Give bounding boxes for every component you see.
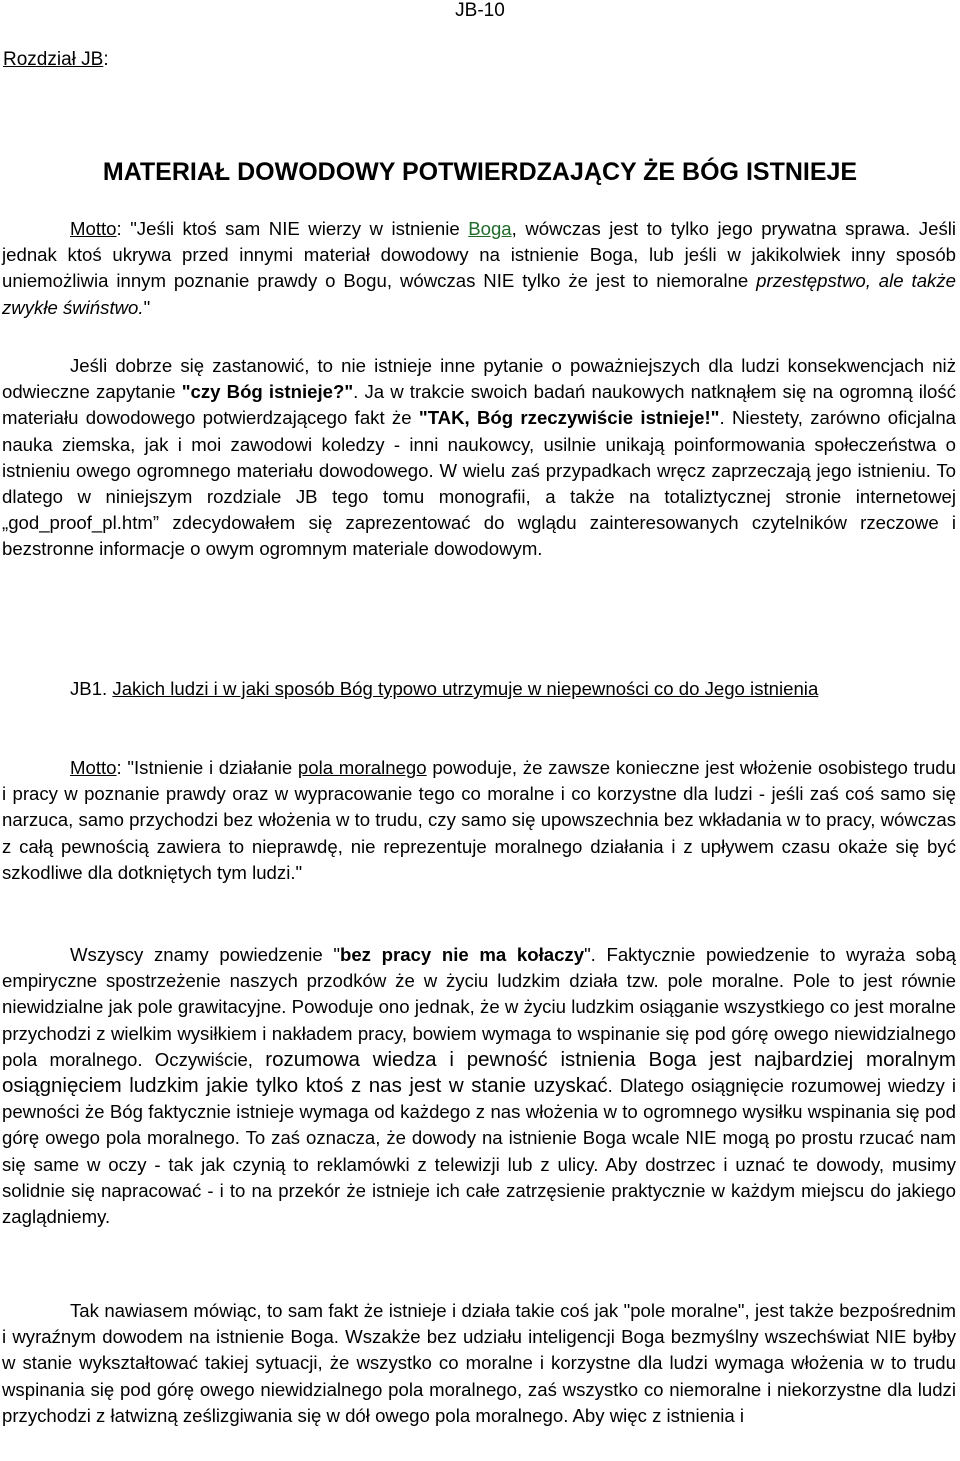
body1-emphasis: rozumowa wiedza i pewność istnienia Boga jest najbardziej moralnym osiągnięciem ludzkim jakie tylko ktoś z nas jest w stanie uzyskać [2, 1047, 957, 1098]
intro-bold-answer: "TAK, Bóg rzeczywiście istnieje!" [418, 407, 720, 429]
motto-paragraph-2 [2, 755, 956, 886]
body-paragraph-2: Tak nawiasem mówiąc, to sam fakt że istnieje i działa takie coś jak "pole moralne", jest także bezpośrednim i wyraźnym dowodem na istnienie Boga. Wszakże bez udziału inteligencji Boga bezmyślny wszechświat NIE byłby w stanie wykształtować takiej sytuacji, że wszystko co moralne i korzystne dla ludzi wymaga włożenia w to trudu wspinania się pod górę owego niewidzialnego pola moralnego, zaś wszystko co niemoralne i niekorzystne dla ludzi przychodzi z łatwizną ześlizgiwania się w dół owego pola moralnego. Aby więc z istnienia i [2, 1300, 956, 1426]
intro-bold-question: "czy Bóg istnieje?" [181, 381, 354, 403]
motto-paragraph-1 [2, 216, 956, 321]
chapter-link[interactable]: Rozdział JB [3, 49, 104, 70]
page-title: MATERIAŁ DOWODOWY POTWIERDZAJĄCY ŻE BÓG ISTNIEJE [102, 158, 858, 186]
chapter-colon: : [103, 49, 109, 70]
body1-text-a: Wszyscy znamy powiedzenie " [70, 944, 340, 965]
body1-text-c: . Dlatego osiągnięcie rozumowej wiedzy i pewności że Bóg faktycznie istnieje wymaga od każdego z nas włożenia w to ogromnego wysiłku wspinania się pod górę owego pola moralnego. To zaś oznacza, że dowody na istnienie Boga wcale NIE mogą po prostu rzucać nam się same w oczy - tak jak czynią to reklamówki z telewizji lub z ulicy. Aby dostrzec i uznać te dowody, musimy solidnie się napracować - i to na przekór że istnieje ich całe zatrzęsienie praktycznie w każdym miejscu do jakiego zaglądniemy. [2, 1075, 957, 1228]
page-header: JB-10 [455, 0, 505, 21]
motto1-text-c: " [143, 296, 151, 318]
intro-text-c: . Niestety, zarówno oficjalna nauka ziemska, jak i moi zawodowi koledzy - inni naukowcy, usilnie unikają poinformowania społeczeństwa o istnieniu owego ogromnego materiału dowodowego. W wielu zaś przypadkach wręcz zaprzeczają jego istnieniu. To dlatego w niniejszym rozdziale JB tego tomu monografii, a także na totaliztycznej stronie internetowej „god_proof_pl.htm” zdecydowałem się zaprezentować do wglądu zainteresowanych czytelników rzeczowe i bezstronne informacje o owym ogromnym materiale dowodowym. [2, 407, 956, 560]
intro-text-a: Jeśli dobrze się zastanowić, to nie istnieje inne pytanie o poważniejszych dla ludzi konsekwencjach niż odwieczne zapytanie [2, 355, 956, 403]
section-heading-text: Jakich ludzi i w jaki sposób Bóg typowo utrzymuje w niepewności co do Jego istnienia [112, 678, 819, 699]
motto2-text-a: : "Istnienie i działanie [116, 757, 298, 778]
section-number: JB1. [70, 678, 108, 699]
section-heading [2, 676, 956, 702]
intro-paragraph [2, 353, 956, 563]
motto1-italic: przestępstwo, ale także zwykłe świństwo. [2, 270, 956, 318]
body1-bold-proverb: bez pracy nie ma kołaczy [339, 944, 585, 965]
body1-text-b: ". Faktycznie powiedzenie to wyraża sobą empiryczne spostrzeżenie naszych przodków że w życiu ludzkim działa tzw. pole moralne. Pole to jest równie niewidzialne jak pole grawitacyjne. Powoduje ono jednak, że w życiu ludzkim osiąganie wszystkiego co jest moralne przychodzi z wielkim wysiłkiem i nakładem pracy, bowiem wymaga to wspinanie się pod górę owego niewidzialnego pola moralnego. Oczywiście, [2, 944, 956, 1070]
body-paragraph-1 [2, 942, 956, 1230]
motto-label-1: Motto [70, 218, 117, 239]
chapter-label [3, 47, 109, 73]
motto1-text-b: , wówczas jest to tylko jego prywatna sprawa. Jeśli jednak ktoś ukrywa przed innymi materiał dowodowy na istnienie Boga, lub jeśli w jakikolwiek inny sposób uniemożliwia innym poznanie prawdy o Bogu, wówczas NIE tylko że jest to niemoralne [2, 218, 956, 292]
pole-moralne-link[interactable]: pola moralnego [297, 757, 427, 778]
boga-link[interactable]: Boga [468, 218, 512, 239]
intro-text-b: . Ja w trakcie swoich badań naukowych natknąłem się na ogromną ilość materiału dowodowego potwierdzającego fakt że [2, 381, 956, 429]
motto2-text-b: powoduje, że zawsze konieczne jest włożenie osobistego trudu i pracy w poznanie prawdy oraz w wypracowanie tego co moralne i co korzystne dla ludzi - jeśli zaś coś samo się narzuca, samo przychodzi bez włożenia w to trudu, czy samo się upowszechnia bez wkładania w to pracy, wówczas z całą pewnością zawiera to nieprawdę, nie reprezentuje moralnego działania i z upływem czasu okaże się być szkodliwe dla dotkniętych tym ludzi." [2, 757, 956, 883]
motto1-text-a: : "Jeśli ktoś sam NIE wierzy w istnienie [116, 218, 469, 239]
motto-label-2: Motto [70, 757, 117, 778]
